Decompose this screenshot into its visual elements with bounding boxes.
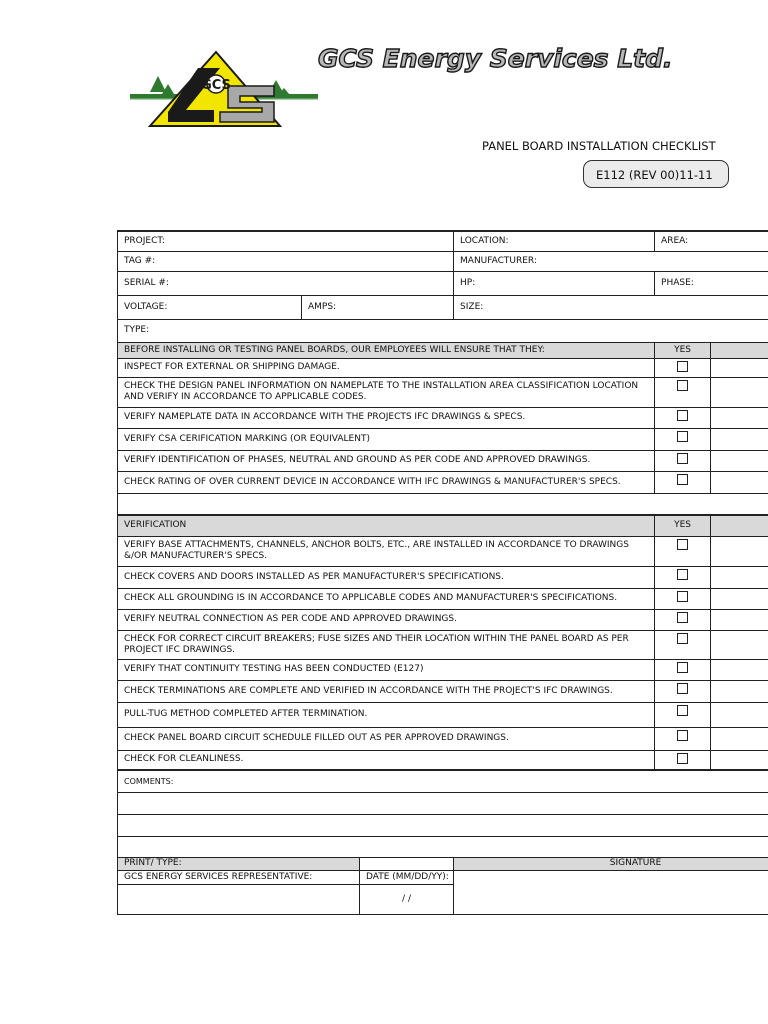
before-extra-header xyxy=(711,342,768,358)
extra-cell xyxy=(711,450,768,471)
type-field[interactable]: TYPE: xyxy=(118,319,768,342)
checklist-item: CHECK ALL GROUNDING IS IN ACCORDANCE TO APPLICABLE CODES AND MANUFACTURER'S SPECIFICATIONS. xyxy=(118,588,655,609)
yes-checkbox[interactable] xyxy=(655,659,711,680)
yes-checkbox[interactable] xyxy=(655,680,711,702)
yes-checkbox[interactable] xyxy=(655,630,711,659)
amps-field[interactable]: AMPS: xyxy=(302,295,454,319)
checklist-item: PULL-TUG METHOD COMPLETED AFTER TERMINATION. xyxy=(118,702,655,727)
area-field[interactable]: AREA: xyxy=(655,231,768,251)
before-section-title: BEFORE INSTALLING OR TESTING PANEL BOARDS, OUR EMPLOYEES WILL ENSURE THAT THEY: xyxy=(118,342,655,358)
checklist-item: CHECK THE DESIGN PANEL INFORMATION ON NAMEPLATE TO THE INSTALLATION AREA CLASSIFICATION LOCATION AND VERIFY IN ACCORDANCE TO APPLICABLE CODES. xyxy=(118,377,655,407)
representative-name-field[interactable] xyxy=(118,884,360,914)
extra-cell xyxy=(711,588,768,609)
hp-field[interactable]: HP: xyxy=(454,271,655,295)
document-title: PANEL BOARD INSTALLATION CHECKLIST xyxy=(482,139,716,153)
checklist-item: VERIFY THAT CONTINUITY TESTING HAS BEEN CONDUCTED (E127) xyxy=(118,659,655,680)
size-field[interactable]: SIZE: xyxy=(454,295,768,319)
extra-cell xyxy=(711,566,768,588)
extra-cell xyxy=(711,750,768,770)
checklist-item: VERIFY NAMEPLATE DATA IN ACCORDANCE WITH THE PROJECTS IFC DRAWINGS & SPECS. xyxy=(118,407,655,428)
manufacturer-field[interactable]: MANUFACTURER: xyxy=(454,251,768,271)
checklist-item: VERIFY NEUTRAL CONNECTION AS PER CODE AND APPROVED DRAWINGS. xyxy=(118,609,655,630)
checklist-item: CHECK FOR CLEANLINESS. xyxy=(118,750,655,770)
verification-extra-header xyxy=(711,515,768,536)
extra-cell xyxy=(711,680,768,702)
print-type-label: PRINT/ TYPE: xyxy=(118,857,360,870)
yes-checkbox[interactable] xyxy=(655,377,711,407)
voltage-field[interactable]: VOLTAGE: xyxy=(118,295,302,319)
yes-checkbox[interactable] xyxy=(655,536,711,566)
checklist-item: CHECK PANEL BOARD CIRCUIT SCHEDULE FILLED OUT AS PER APPROVED DRAWINGS. xyxy=(118,727,655,750)
location-field[interactable]: LOCATION: xyxy=(454,231,655,251)
yes-checkbox[interactable] xyxy=(655,702,711,727)
comments-line[interactable] xyxy=(118,792,768,814)
yes-checkbox[interactable] xyxy=(655,407,711,428)
tag-field[interactable]: TAG #: xyxy=(118,251,454,271)
signature-field[interactable] xyxy=(454,870,768,914)
extra-cell xyxy=(711,727,768,750)
yes-checkbox[interactable] xyxy=(655,609,711,630)
phase-field[interactable]: PHASE: xyxy=(655,271,768,295)
before-yes-header: YES xyxy=(655,342,711,358)
yes-checkbox[interactable] xyxy=(655,428,711,450)
company-name: GCS Energy Services Ltd. xyxy=(318,44,673,73)
checklist-item: INSPECT FOR EXTERNAL OR SHIPPING DAMAGE. xyxy=(118,358,655,377)
checklist-item: VERIFY BASE ATTACHMENTS, CHANNELS, ANCHOR BOLTS, ETC., ARE INSTALLED IN ACCORDANCE TO DRAWINGS &/OR MANUFACTURER'S SPECS. xyxy=(118,536,655,566)
checklist-form xyxy=(117,230,768,915)
checklist-item: VERIFY CSA CERIFICATION MARKING (OR EQUIVALENT) xyxy=(118,428,655,450)
extra-cell xyxy=(711,358,768,377)
logo-letter: GCS xyxy=(201,78,231,93)
yes-checkbox[interactable] xyxy=(655,727,711,750)
yes-checkbox[interactable] xyxy=(655,358,711,377)
extra-cell xyxy=(711,630,768,659)
checklist-item: CHECK RATING OF OVER CURRENT DEVICE IN ACCORDANCE WITH IFC DRAWINGS & MANUFACTURER'S SPECS. xyxy=(118,471,655,493)
extra-cell xyxy=(711,702,768,727)
checklist-item: CHECK TERMINATIONS ARE COMPLETE AND VERIFIED IN ACCORDANCE WITH THE PROJECT'S IFC DRAWINGS. xyxy=(118,680,655,702)
yes-checkbox[interactable] xyxy=(655,750,711,770)
extra-cell xyxy=(711,428,768,450)
representative-label: GCS ENERGY SERVICES REPRESENTATIVE: xyxy=(118,870,360,884)
yes-checkbox[interactable] xyxy=(655,566,711,588)
checklist-item: CHECK COVERS AND DOORS INSTALLED AS PER MANUFACTURER'S SPECIFICATIONS. xyxy=(118,566,655,588)
document-code-box: E112 (REV 00)11-11 xyxy=(583,160,729,188)
comments-line[interactable] xyxy=(118,836,768,857)
date-label: DATE (MM/DD/YY): xyxy=(360,870,454,884)
blank-row xyxy=(118,493,768,515)
checklist-item: CHECK FOR CORRECT CIRCUIT BREAKERS; FUSE SIZES AND THEIR LOCATION WITHIN THE PANEL BOARD AS PER PROJECT IFC DRAWINGS. xyxy=(118,630,655,659)
extra-cell xyxy=(711,407,768,428)
yes-checkbox[interactable] xyxy=(655,471,711,493)
extra-cell xyxy=(711,659,768,680)
extra-cell xyxy=(711,471,768,493)
extra-cell xyxy=(711,609,768,630)
extra-cell xyxy=(711,377,768,407)
date-field[interactable]: / / xyxy=(360,884,454,914)
comments-label: COMMENTS: xyxy=(118,770,768,792)
project-field[interactable]: PROJECT: xyxy=(118,231,454,251)
comments-line[interactable] xyxy=(118,814,768,836)
signature-label: SIGNATURE xyxy=(454,857,768,870)
serial-field[interactable]: SERIAL #: xyxy=(118,271,454,295)
company-logo xyxy=(128,48,320,130)
extra-cell xyxy=(711,536,768,566)
yes-checkbox[interactable] xyxy=(655,450,711,471)
verification-yes-header: YES xyxy=(655,515,711,536)
spacer-cell xyxy=(360,857,454,870)
checklist-item: VERIFY IDENTIFICATION OF PHASES, NEUTRAL AND GROUND AS PER CODE AND APPROVED DRAWINGS. xyxy=(118,450,655,471)
yes-checkbox[interactable] xyxy=(655,588,711,609)
verification-section-title: VERIFICATION xyxy=(118,515,655,536)
